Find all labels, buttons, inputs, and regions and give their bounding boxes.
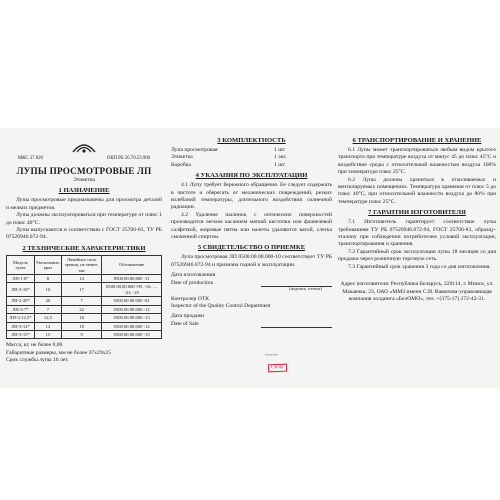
kit-item-qty: 1 шт — [274, 161, 285, 168]
warranty-text-1: 7.1 Изготовитель гарантирует соответствие лупы требованиям ТУ РБ 07526946.072-94, ГОСТ 25706-83, образцу-эталону при соблюдении потребителем условий эксплуатации, транспортирования и хранения. — [338, 219, 496, 248]
cell-model: ЛП-2-20* — [7, 297, 35, 305]
cell-field: 17 — [62, 283, 102, 297]
kit-item — [171, 162, 332, 169]
cell-model: ЛП-1-8* — [7, 275, 35, 283]
specs-table-header — [7, 255, 162, 274]
document-subtitle: Этикетка — [73, 177, 95, 183]
table-row — [7, 322, 162, 330]
cell-model: ЛП-3-12* — [7, 322, 35, 330]
service-life-text: Срок службы лупы 10 лет. — [6, 357, 69, 364]
cell-model: ЛП-3-12,5* — [7, 314, 35, 322]
specs-table — [6, 255, 162, 339]
cell-model: ЛП-3-15* — [7, 330, 35, 338]
kit-item — [171, 147, 332, 154]
kit-item-name: Этикетка — [171, 154, 193, 161]
cell-designation: 0500.00.00.000 -09, -16, ..., -23, -25 — [102, 283, 162, 297]
table-row — [7, 330, 162, 338]
section-heading-purpose: 1 НАЗНАЧЕНИЕ — [58, 187, 110, 195]
transport-text-2: 6.2 Лупы должны храниться в отапливаемых и вентилируемых помещениях. Температура хранения от плюс 5 до плюс 40°С, при относительной влажности воздуха до 80% при температуре плюс 25°С. — [338, 176, 496, 205]
sale-date-label: Дата продажи — [171, 313, 205, 320]
cell-magnification: 15 — [34, 330, 61, 338]
belomo-logo-icon — [71, 140, 97, 154]
section-heading-kit: 3 КОМПЛЕКТНОСТЬ — [217, 137, 286, 144]
warranty-text-2: 7.2 Гарантийный срок эксплуатации лупы 18 месяцев со дня продажи через розничную торговую сеть. — [338, 248, 496, 263]
cell-magnification: 20 — [34, 297, 61, 305]
otk-inspector-label: Контролер ОТК — [171, 295, 209, 302]
logo — [6, 140, 162, 154]
production-date-line — [171, 272, 332, 287]
cell-field: 18 — [62, 322, 102, 330]
dimensions-text: Габаритные размеры, мм не более 37х29х25 — [6, 349, 112, 356]
production-date-label: Дата изготовления — [171, 272, 216, 279]
sale-date-label-en: Date of Sale — [171, 320, 199, 327]
cell-model: ЛП-3-7* — [7, 305, 35, 313]
cell-magnification: 10 — [34, 283, 61, 297]
section-heading-warranty: 7 ГАРАНТИИ ИЗГОТОВИТЕЛЯ — [368, 209, 466, 217]
cell-designation: 0500.00.00.000 -13 — [102, 314, 162, 322]
kit-item — [171, 154, 332, 161]
section-heading-specs: 2 ТЕХНИЧЕСКИЕ ХАРАКТЕРИСТИКИ — [22, 244, 146, 252]
purpose-text-1: Лупы просмотровые предназначены для просмотра деталей и мелких предметов. — [6, 197, 162, 211]
cell-designation: 0500.00.00.000 -12 — [102, 305, 162, 313]
otk-inspector-line — [171, 296, 332, 311]
warranty-text-3: 7.3 Гарантийный срок хранения 3 года со дня изготовления. — [348, 263, 491, 270]
kit-item-name: Коробка — [171, 161, 191, 168]
mks-code: МКС 37.020 — [18, 156, 43, 161]
sale-date-field — [261, 320, 332, 328]
usage-text-1: 4.1 Лупу требует бережного обращения. Ее следует содержать в чистоте и оберегать от механических повреждений, резких колебаний температуры, длительного воздействия солнечной радиации. — [171, 182, 332, 211]
cell-designation: 0500.00.00.000 -14 — [102, 322, 162, 330]
section-heading-acceptance: 5 СВИДЕТЕЛЬСТВО О ПРИЕМКЕ — [197, 244, 306, 252]
cell-field: 22 — [62, 305, 102, 313]
section-heading-transport: 6 ТРАНСПОРТИРОВАНИЕ И ХРАНЕНИЕ — [352, 137, 482, 144]
handwritten-date-mark: ~~~~ — [265, 353, 278, 359]
cell-designation: 0500.00.00.000 -11 — [102, 275, 162, 283]
col-header-field: Линейное поле зрения, не менее, мм — [62, 255, 102, 274]
kit-item-name: Лупа просмотровая — [171, 147, 218, 153]
purpose-text-2: Лупы должны эксплуатироваться при температуре от плюс 1 до плюс 40°С. — [6, 212, 162, 226]
cell-designation: 0500.00.00.000 -15 — [102, 330, 162, 338]
col-header-magnification: Увеличение, крат — [34, 255, 61, 274]
col-header-designation: Обозначение — [102, 255, 162, 274]
kit-item-qty: 1 шт — [274, 147, 285, 153]
table-row — [7, 275, 162, 283]
otk-inspector-label-en: Inspector of the Quality Control Department — [171, 302, 271, 309]
production-date-field — [261, 279, 332, 287]
production-date-label-en: Date of production — [171, 279, 214, 286]
sale-date-line — [171, 313, 332, 328]
cell-field: 18 — [62, 314, 102, 322]
column-middle — [171, 134, 332, 328]
document-title: ЛУПЫ ПРОСМОТРОВЫЕ ЛП — [16, 166, 152, 176]
cell-magnification: 8 — [34, 275, 61, 283]
table-row — [7, 305, 162, 313]
column-left — [6, 134, 162, 365]
transport-text-1: 6.1 Лупы может транспортироваться любым видом крытого транспорта при температуре воздуха от минус 45 до плюс 45°С и воздействие среды с относительной влажностью воздуха 100% при температуре плюс 25°С. — [338, 147, 496, 176]
kit-item-qty: 1 экз. — [274, 154, 287, 161]
cell-magnification: 7 — [34, 305, 61, 313]
cell-field: 7 — [62, 297, 102, 305]
purpose-text-3: Лупы выпускаются в соответствии с ГОСТ 25706-83, ТУ РБ 07526946.072-94. — [6, 227, 162, 241]
classification-codes — [6, 156, 162, 162]
mass-text: Масса, кг, не более 0,06 — [6, 342, 63, 349]
column-right — [338, 134, 496, 303]
cell-designation: 0500.00.00.000 -01 — [102, 297, 162, 305]
usage-text-2: 4.2 Удаление пылинок с оптических поверхностей производится легким касанием мягкой кисточки или фланелевой салфеткой, жировые пятна или налеты удаляются ватой, слегка смоченной спиртом. — [171, 211, 332, 241]
manufacturer-address: Адрес изготовителя: Республика Беларусь, 220114, г. Минск, ул. Макаенка, 23, ОАО «ММЗ имени С.И. Вавилова-управляющая компания холдинга «БелОМО», тел. +(375-17) 272-42-31. — [340, 281, 494, 302]
quality-stamp-icon: СБ пр — [268, 364, 287, 373]
signature-caption: (подпись, оттиск) — [289, 286, 322, 292]
acceptance-text: Лупа просмотровая ЛП 0500.00.00.000-10 соответствует ТУ РБ 07526946.072-94 и признана годной к эксплуатации. — [171, 254, 332, 268]
col-header-model: Модель лупы — [7, 255, 35, 274]
cell-magnification: 12 — [34, 322, 61, 330]
table-row — [7, 297, 162, 305]
cell-field: 9 — [62, 330, 102, 338]
cell-field: 14 — [62, 275, 102, 283]
cell-magnification: 12,5 — [34, 314, 61, 322]
cell-model: ЛП-3-10* — [7, 283, 35, 297]
table-row — [7, 283, 162, 297]
table-row — [7, 314, 162, 322]
okp-code: ОКП РБ 26.70.23.900 — [106, 156, 150, 161]
section-heading-usage: 4 УКАЗАНИЯ ПО ЭКСПЛУАТАЦИИ — [195, 172, 308, 180]
